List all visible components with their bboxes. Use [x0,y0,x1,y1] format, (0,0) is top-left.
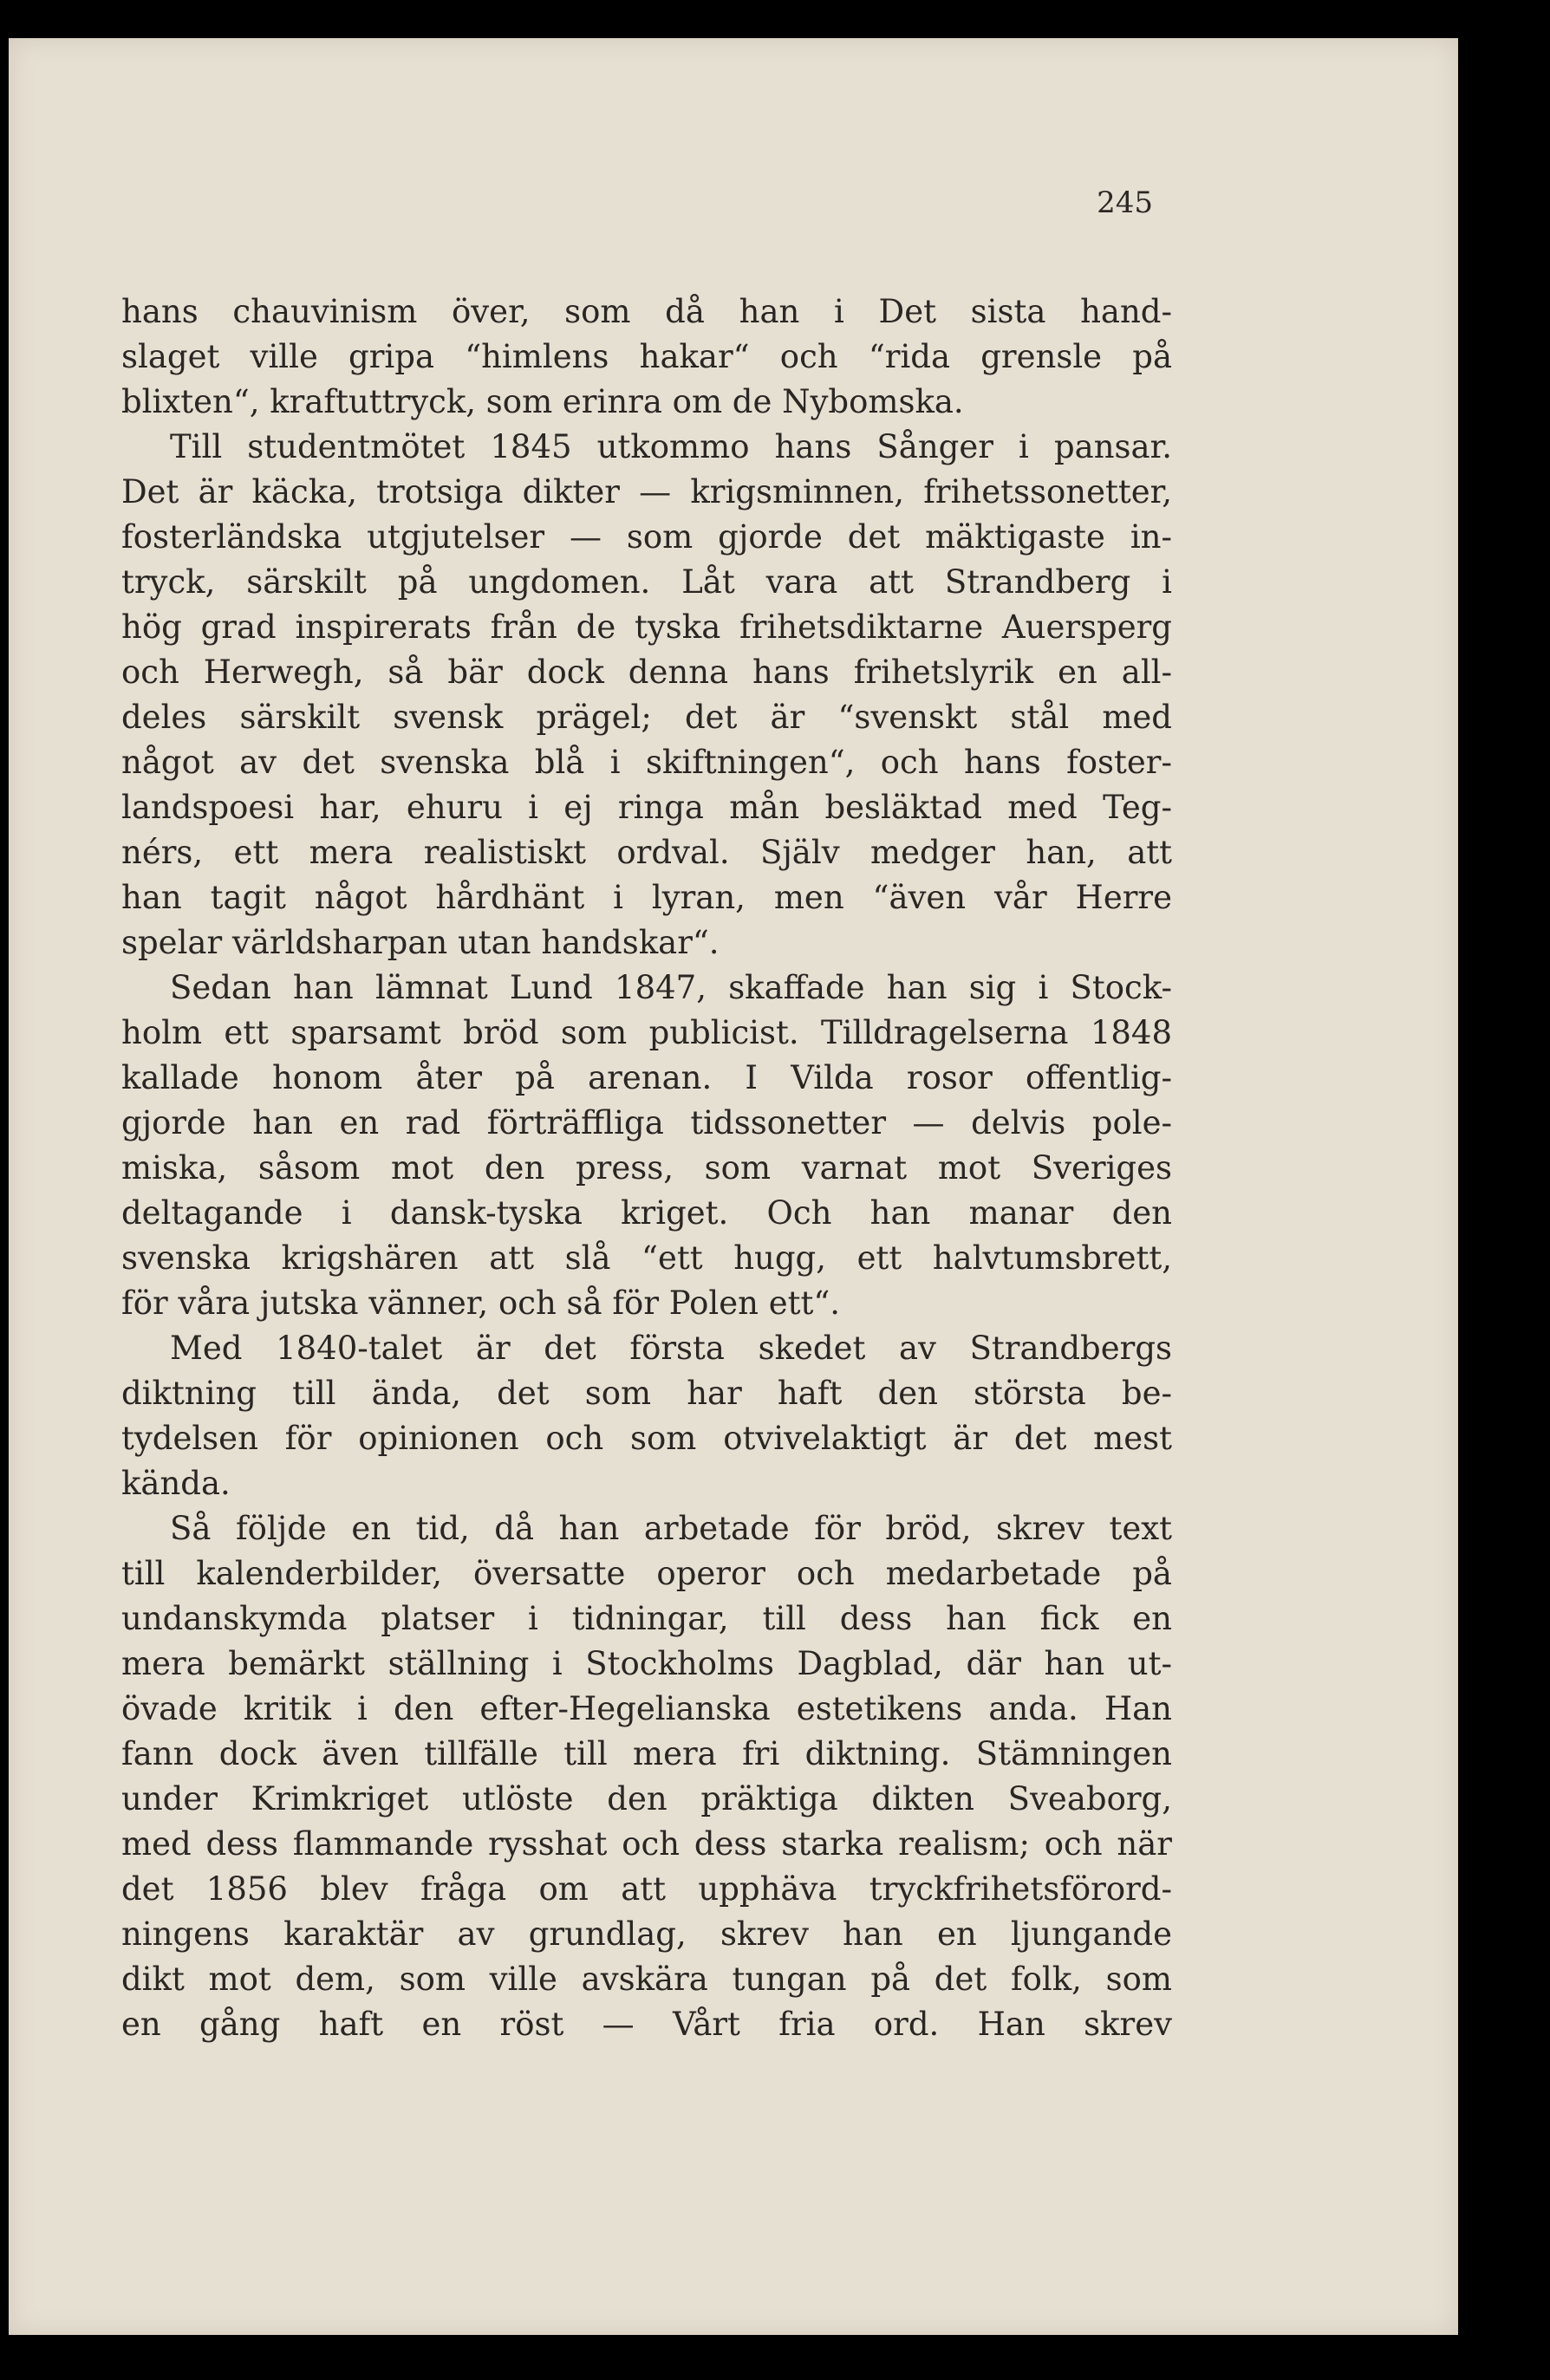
text-line: miska, såsom mot den press, som varnat mot Sveriges [121,1149,1172,1187]
text-line: Till studentmötet 1845 utkommo hans Sånger i pansar. [170,428,1172,465]
text-line: till kalenderbilder, översatte operor och medarbetade på [121,1555,1172,1592]
text-line: kallade honom åter på arenan. I Vilda rosor offentlig- [121,1059,1172,1096]
text-line: gjorde han en rad förträffliga tidssonetter — delvis pole- [121,1104,1172,1141]
body-text [121,289,1172,2047]
text-line: undanskymda platser i tidningar, till dess han fick en [121,1600,1172,1637]
text-line: hans chauvinism över, som då han i Det sista hand- [121,293,1172,330]
text-line: Så följde en tid, då han arbetade för bröd, skrev text [170,1510,1172,1547]
text-line: Med 1840-talet är det första skedet av Strandbergs [170,1330,1172,1367]
text-line: blixten“, kraftuttryck, som erinra om de Nybomska. [121,383,964,420]
text-line: holm ett sparsamt bröd som publicist. Tilldragelserna 1848 [121,1014,1172,1051]
text-line: tydelsen för opinionen och som otvivelaktigt är det mest [121,1420,1172,1457]
text-line: tryck, särskilt på ungdomen. Låt vara att Strandberg i [121,563,1172,601]
text-line: mera bemärkt ställning i Stockholms Dagblad, där han ut- [121,1645,1172,1682]
text-line: för våra jutska vänner, och så för Polen ett“. [121,1284,841,1322]
text-line: hög grad inspirerats från de tyska frihetsdiktarne Auersperg [121,608,1172,646]
text-line: ningens karaktär av grundlag, skrev han en ljungande [121,1915,1172,1953]
text-line: med dess flammande rysshat och dess starka realism; och när [121,1825,1172,1863]
text-line: kända. [121,1465,231,1502]
text-line: det 1856 blev fråga om att upphäva tryckfrihetsförord- [121,1870,1172,1908]
text-line: fosterländska utgjutelser — som gjorde det mäktigaste in- [121,518,1172,556]
text-line: han tagit något hårdhänt i lyran, men “även vår Herre [121,879,1172,916]
text-line: fann dock även tillfälle till mera fri diktning. Stämningen [121,1735,1172,1772]
text-line: diktning till ända, det som har haft den största be- [121,1375,1172,1412]
text-line: spelar världsharpan utan handskar“. [121,924,720,961]
text-line: Sedan han lämnat Lund 1847, skaffade han sig i Stock- [170,969,1172,1006]
text-line: deles särskilt svensk prägel; det är “svenskt stål med [121,699,1172,736]
text-line: och Herwegh, så bär dock denna hans frihetslyrik en all- [121,654,1172,691]
text-line: nérs, ett mera realistiskt ordval. Själv medger han, att [121,834,1172,871]
text-line: svenska krigshären att slå “ett hugg, ett halvtumsbrett, [121,1239,1172,1277]
text-line: något av det svenska blå i skiftningen“, och hans foster- [121,744,1172,781]
text-line: deltagande i dansk-tyska kriget. Och han manar den [121,1194,1172,1232]
text-line: Det är käcka, trotsiga dikter — krigsminnen, frihetssonetter, [121,473,1172,510]
text-line: en gång haft en röst — Vårt fria ord. Han skrev [121,2006,1172,2043]
text-line: under Krimkriget utlöste den präktiga dikten Sveaborg, [121,1780,1172,1818]
text-line: slaget ville gripa “himlens hakar“ och “rida grensle på [121,338,1172,375]
page-number: 245 [1097,185,1153,220]
book-page [9,38,1458,2335]
text-line: landspoesi har, ehuru i ej ringa mån besläktad med Teg- [121,789,1172,826]
text-line: dikt mot dem, som ville avskära tungan på det folk, som [121,1961,1172,1998]
text-line: övade kritik i den efter-Hegelianska estetikens anda. Han [121,1690,1172,1727]
